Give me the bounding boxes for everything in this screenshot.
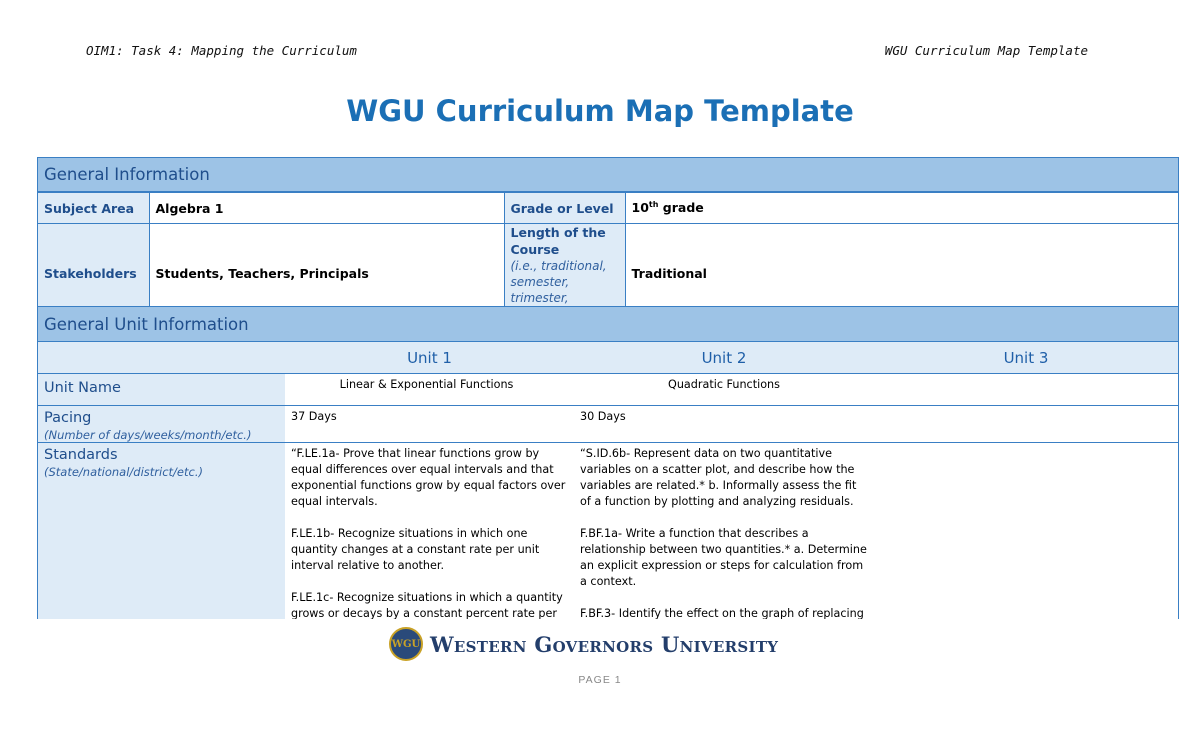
unit-3-name [874,374,1178,405]
wgu-logo [389,627,778,661]
grade-level-value: 10th grade [625,193,1178,224]
unit-information-heading: General Unit Information [38,307,1178,342]
unit-2-pacing: 30 Days [574,406,874,442]
length-of-course-value: Traditional [625,224,1178,323]
unit-2-header: Unit 2 [701,348,747,367]
length-of-course-hint: (i.e., traditional, semester, trimester, [510,259,607,305]
wgu-seal-icon: WGU [389,627,423,661]
header-left: OIM1: Task 4: Mapping the Curriculum [86,43,357,58]
unit-header-row [38,342,1178,374]
unit-name-row [38,374,1178,406]
unit-2-standards: “S.ID.6b- Represent data on two quantitative variables on a scatter plot, and describe how the variables are related.* b. Informally assess the fit of a function by plotting and analyzing residuals. F.BF.1a- Write a function that describes a relationship between two quantities.* a. Determine an explicit expression or steps for calculation from a context. F.BF.3- Identify the effect on the graph of replacing [574,443,874,619]
unit-1-standards: “F.LE.1a- Prove that linear functions grow by equal differences over equal intervals and that exponential functions grow by equal factors over equal intervals. F.LE.1b- Recognize situations in which one quantity changes at a constant rate per unit interval relative to another. F.LE.1c- Recognize situations in which a quantity grows or decays by a constant percent rate per [285,443,574,619]
subject-area-value: Algebra 1 [149,193,504,224]
unit-3-pacing [874,406,1178,442]
page-title: WGU Curriculum Map Template [346,94,854,128]
standards-hint: (State/national/district/etc.) [44,465,203,479]
wgu-wordmark: Western Governors University [430,631,779,657]
unit-information-table [37,306,1179,619]
grade-level-label: Grade or Level [504,193,625,224]
length-of-course-label: Length of the Course (i.e., traditional, semester, trimester, [504,224,625,323]
page-number: PAGE 1 [578,674,622,686]
pacing-label: Pacing (Number of days/weeks/month/etc.) [38,406,285,442]
unit-3-standards [874,443,1178,619]
header-right: WGU Curriculum Map Template [884,43,1088,58]
unit-3-header: Unit 3 [1003,348,1049,367]
pacing-row [38,406,1178,443]
pacing-hint: (Number of days/weeks/month/etc.) [44,428,252,442]
general-information-heading: General Information [38,158,1178,192]
general-information-table [37,157,1179,307]
unit-name-label: Unit Name [38,374,285,405]
unit-1-name: Linear & Exponential Functions [285,374,574,405]
standards-row [38,443,1178,619]
general-info-grid [38,192,1178,322]
unit-1-pacing: 37 Days [285,406,574,442]
subject-area-label: Subject Area [38,193,149,224]
unit-2-name: Quadratic Functions [574,374,874,405]
standards-label: Standards (State/national/district/etc.) [38,443,285,619]
stakeholders-label: Stakeholders [38,224,149,323]
stakeholders-value: Students, Teachers, Principals [149,224,504,323]
unit-1-header: Unit 1 [407,348,452,367]
